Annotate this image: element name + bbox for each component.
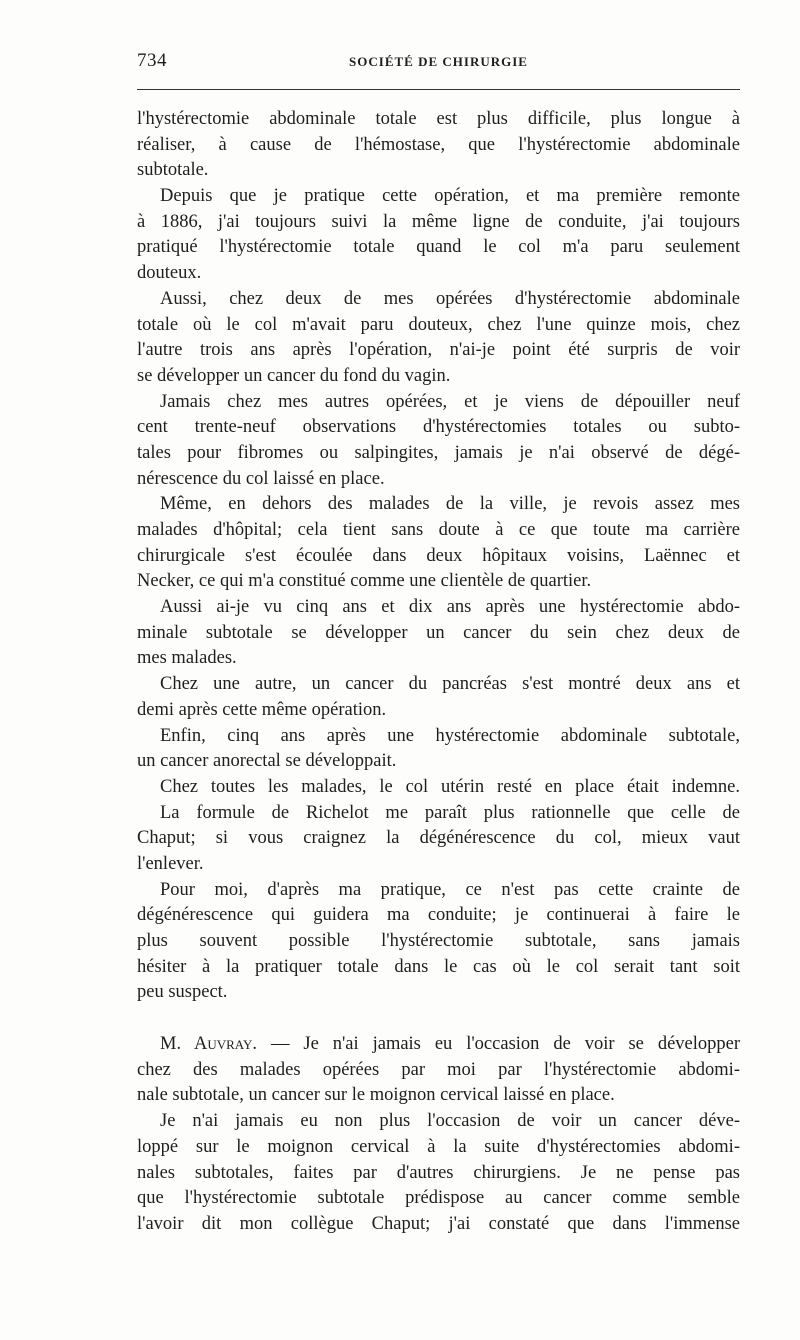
paragraph-jamais-chez-mes xyxy=(137,390,740,493)
text-line: Chez toutes les malades, le col utérin resté en place était indemne. xyxy=(160,776,740,797)
paragraph-hemostase xyxy=(137,107,740,184)
text-line: totale où le col m'avait paru douteux, chez l'une quinze mois, chez xyxy=(137,314,740,335)
header-rule xyxy=(137,89,740,90)
text-line: dégénérescence qui guidera ma conduite; je continuerai à faire le xyxy=(137,905,740,926)
text-line: La formule de Richelot me paraît plus rationnelle que celle de xyxy=(160,802,740,823)
text-line: loppé sur le moignon cervical à la suite d'hystérectomies abdomi- xyxy=(137,1136,740,1157)
text-line: Aussi ai-je vu cinq ans et dix ans après une hystérectomie abdo- xyxy=(160,597,740,618)
paragraph-chez-toutes xyxy=(137,775,740,801)
speaker-remark: — Je n'ai jamais eu l'occasion de voir se développer xyxy=(257,1034,740,1055)
text-line: tales pour fibromes ou salpingites, jamais je n'ai observé de dégé- xyxy=(137,442,740,463)
speaker-name: M. Auvray. xyxy=(160,1034,258,1055)
text-line: plus souvent possible l'hystérectomie subtotale, sans jamais xyxy=(137,931,740,951)
text-line: chez des malades opérées par moi par l'hystérectomie abdomi- xyxy=(137,1059,740,1080)
paragraph-chez-une-autre xyxy=(137,672,740,723)
text-line: Aussi, chez deux de mes opérées d'hystérectomie abdominale xyxy=(160,288,740,309)
text-line: Pour moi, d'après ma pratique, ce n'est pas cette crainte de xyxy=(160,879,740,900)
text-line: à 1886, j'ai toujours suivi la même ligne de conduite, j'ai toujours xyxy=(137,211,740,232)
running-title: SOCIÉTÉ DE CHIRURGIE xyxy=(349,54,528,69)
section-gap xyxy=(137,1006,740,1032)
text-line: peu suspect. xyxy=(137,982,228,1003)
paragraph-depuis-1886 xyxy=(137,184,740,287)
text-line: demi après cette même opération. xyxy=(137,699,387,720)
text-line: nale subtotale, un cancer sur le moignon cervical laissé en place. xyxy=(137,1085,615,1106)
text-line: se développer un cancer du fond du vagin. xyxy=(137,365,451,386)
text-line: minale subtotale se développer un cancer du sein chez deux de xyxy=(137,622,740,643)
paragraph-formule-richelot xyxy=(137,801,740,878)
paragraph-je-n-ai-jamais xyxy=(137,1109,740,1237)
text-line: nérescence du col laissé en place. xyxy=(137,468,385,489)
body-text xyxy=(137,107,740,1238)
page-header xyxy=(137,50,740,80)
text-line: subtotale. xyxy=(137,160,209,181)
text-line: réaliser, à cause de l'hémostase, que l'hystérectomie abdominale xyxy=(137,134,740,155)
text-line: Même, en dehors des malades de la ville, je revois assez mes xyxy=(160,494,740,515)
paragraph-aussi-ai-je-vu xyxy=(137,595,740,672)
paragraph-pour-moi xyxy=(137,878,740,1006)
page-number: 734 xyxy=(137,50,167,71)
text-line: Chez une autre, un cancer du pancréas s'est montré deux ans et xyxy=(160,674,740,695)
text-line: hésiter à la pratiquer totale dans le cas où le col serait tant soit xyxy=(137,956,740,977)
text-line: malades d'hôpital; cela tient sans doute à ce que toute ma carrière xyxy=(137,520,740,540)
text-line: Depuis que je pratique cette opération, et ma première remonte xyxy=(160,186,740,207)
text-line: Necker, ce qui m'a constitué comme une clientèle de quartier. xyxy=(137,571,592,592)
text-line: l'hystérectomie abdominale totale est plus difficile, plus longue à xyxy=(137,109,740,129)
paragraph-aussi-chez-deux xyxy=(137,287,740,390)
text-line xyxy=(137,1032,740,1058)
text-line: l'avoir dit mon collègue Chaput; j'ai constaté que dans l'immense xyxy=(137,1213,740,1234)
paragraph-auvray xyxy=(137,1032,740,1109)
paragraph-meme-en-dehors xyxy=(137,492,740,595)
text-line: Enfin, cinq ans après une hystérectomie abdominale subtotale, xyxy=(160,725,740,746)
paragraph-enfin xyxy=(137,724,740,775)
text-line: pratiqué l'hystérectomie totale quand le col m'a paru seulement xyxy=(137,237,740,258)
text-line: chirurgicale s'est écoulée dans deux hôpitaux voisins, Laënnec et xyxy=(137,545,740,566)
text-line: nales subtotales, faites par d'autres chirurgiens. Je ne pense pas xyxy=(137,1162,740,1183)
text-line: cent trente-neuf observations d'hystérectomies totales ou subto- xyxy=(137,417,740,438)
text-line: Jamais chez mes autres opérées, et je viens de dépouiller neuf xyxy=(160,391,740,412)
text-line: Je n'ai jamais eu non plus l'occasion de voir un cancer déve- xyxy=(160,1111,740,1132)
text-line: douteux. xyxy=(137,263,202,284)
text-line: que l'hystérectomie subtotale prédispose au cancer comme semble xyxy=(137,1188,740,1209)
text-line: l'enlever. xyxy=(137,853,204,874)
text-line: mes malades. xyxy=(137,648,237,669)
text-line: un cancer anorectal se développait. xyxy=(137,751,397,772)
text-line: Chaput; si vous craignez la dégénérescence du col, mieux vaut xyxy=(137,828,740,849)
text-line: l'autre trois ans après l'opération, n'ai-je point été surpris de voir xyxy=(137,340,740,361)
